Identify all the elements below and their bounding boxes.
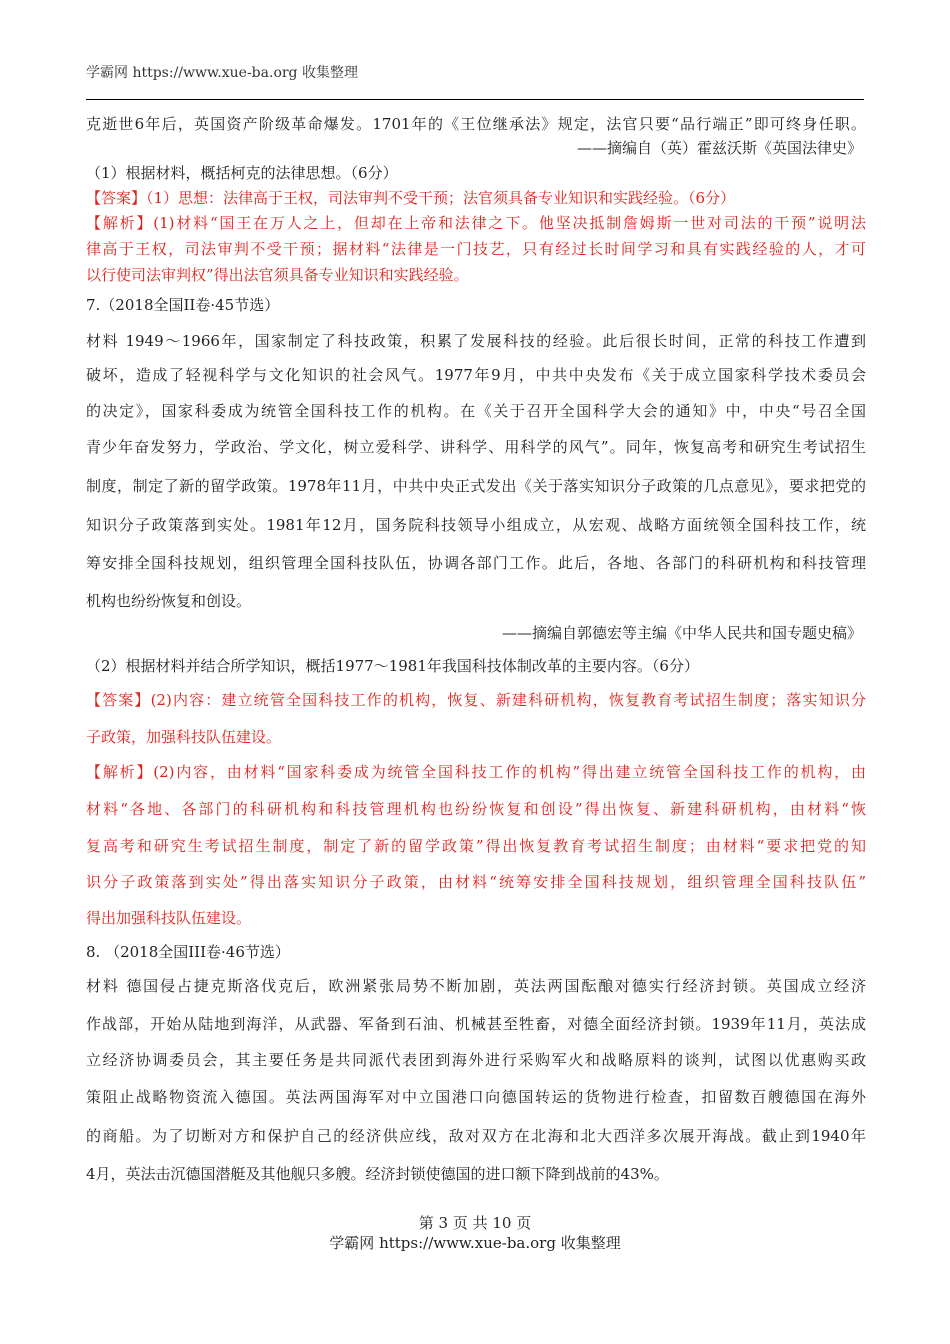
analysis-line: 复高考和研究生考试招生制度，制定了新的留学政策”得出恢复教育考试招生制度；由材料“要求把党的知 [86, 837, 866, 855]
material-line: 青少年奋发努力，学政治、学文化，树立爱科学、讲科学、用科学的风气”。同年，恢复高考和研究生考试招生 [86, 438, 866, 456]
material-line: 作战部，开始从陆地到海洋，从武器、军备到石油、机械甚至牲畜，对德全面经济封锁。1939年11月，英法成 [86, 1015, 866, 1033]
source-citation: ——摘编自郭德宏等主编《中华人民共和国专题史稿》 [501, 624, 862, 642]
material-line: 筹安排全国科技规划，组织管理全国科技队伍，协调各部门工作。此后，各地、各部门的科研机构和科技管理 [86, 554, 866, 572]
answer-text: 【答案】(2)内容：建立统管全国科技工作的机构，恢复、新建科研机构，恢复教育考试招生制度；落实知识分 [86, 691, 866, 709]
material-line: 的商船。为了切断对方和保护自己的经济供应线，敌对双方在北海和北大西洋多次展开海战。截止到1940年 [86, 1127, 866, 1145]
material-line: 的决定》，国家科委成为统管全国科技工作的机构。在《关于召开全国科学大会的通知》中，中央“号召全国 [86, 402, 866, 420]
material-line: 破坏，造成了轻视科学与文化知识的社会风气。1977年9月，中共中央发布《关于成立国家科学技术委员会 [86, 366, 866, 384]
page-number: 第 3 页 共 10 页 [418, 1214, 532, 1232]
analysis-line: 【解析】(2)内容，由材料“国家科委成为统管全国科技工作的机构”得出建立统管全国科技工作的机构，由 [86, 763, 866, 781]
question-text: （2）根据材料并结合所学知识，概括1977～1981年我国科技体制改革的主要内容。（6分） [86, 657, 699, 675]
material-line: 立经济协调委员会，其主要任务是共同派代表团到海外进行采购军火和战略原料的谈判，试图以优惠购买政 [86, 1051, 866, 1069]
analysis-line: 识分子政策落到实处”得出落实知识分子政策，由材料“统筹安排全国科技规划，组织管理全国科技队伍” [86, 873, 866, 891]
analysis-line: 材料“各地、各部门的科研机构和科技管理机构也纷纷恢复和创设”得出恢复、新建科研机构，由材料“恢 [86, 800, 866, 818]
material-line: 知识分子政策落到实处。1981年12月，国务院科技领导小组成立，从宏观、战略方面统领全国科技工作，统 [86, 516, 866, 534]
material-line: 策阻止战略物资流入德国。英法两国海军对中立国港口向德国转运的货物进行检查，扣留数百艘德国在海外 [86, 1088, 866, 1106]
material-line: 克逝世6年后，英国资产阶级革命爆发。1701年的《王位继承法》规定，法官只要“品行端正”即可终身任职。 [86, 115, 866, 133]
analysis-line: 得出加强科技队伍建设。 [86, 909, 252, 927]
material-line: 材料 1949～1966年，国家制定了科技政策，积累了发展科技的经验。此后很长时间，正常的科技工作遭到 [86, 332, 866, 350]
question-title: 7.（2018全国II卷·45节选） [86, 296, 280, 314]
answer-text: 子政策，加强科技队伍建设。 [86, 728, 282, 746]
page-header: 学霸网 https://www.xue-ba.org 收集整理 [86, 65, 358, 81]
analysis-line: 【解析】(1)材料“国王在万人之上，但却在上帝和法律之下。他坚决抵制詹姆斯一世对司法的干预”说明法 [86, 214, 866, 232]
material-line: 机构也纷纷恢复和创设。 [86, 592, 252, 610]
question-title: 8. （2018全国III卷·46节选） [86, 943, 290, 961]
material-line: 材料 德国侵占捷克斯洛伐克后，欧洲紧张局势不断加剧，英法两国酝酿对德实行经济封锁。英国成立经济 [86, 977, 866, 995]
question-text: （1）根据材料，概括柯克的法律思想。（6分） [86, 164, 398, 182]
material-line: 4月，英法击沉德国潜艇及其他舰只多艘。经济封锁使德国的进口额下降到战前的43%。 [86, 1165, 669, 1183]
page-footer: 学霸网 https://www.xue-ba.org 收集整理 [329, 1234, 621, 1252]
analysis-line: 律高于王权，司法审判不受干预；据材料“法律是一门技艺，只有经过长时间学习和具有实践经验的人，才可 [86, 240, 866, 258]
material-line: 制度，制定了新的留学政策。1978年11月，中共中央正式发出《关于落实知识分子政策的几点意见》，要求把党的 [86, 477, 866, 495]
analysis-line: 以行使司法审判权”得出法官须具备专业知识和实践经验。 [86, 266, 469, 284]
answer-text: 【答案】（1）思想：法律高于王权，司法审判不受干预；法官须具备专业知识和实践经验。（6分） [86, 189, 736, 207]
source-citation: ——摘编自（英）霍兹沃斯《英国法律史》 [576, 139, 862, 157]
header-divider [86, 99, 864, 100]
